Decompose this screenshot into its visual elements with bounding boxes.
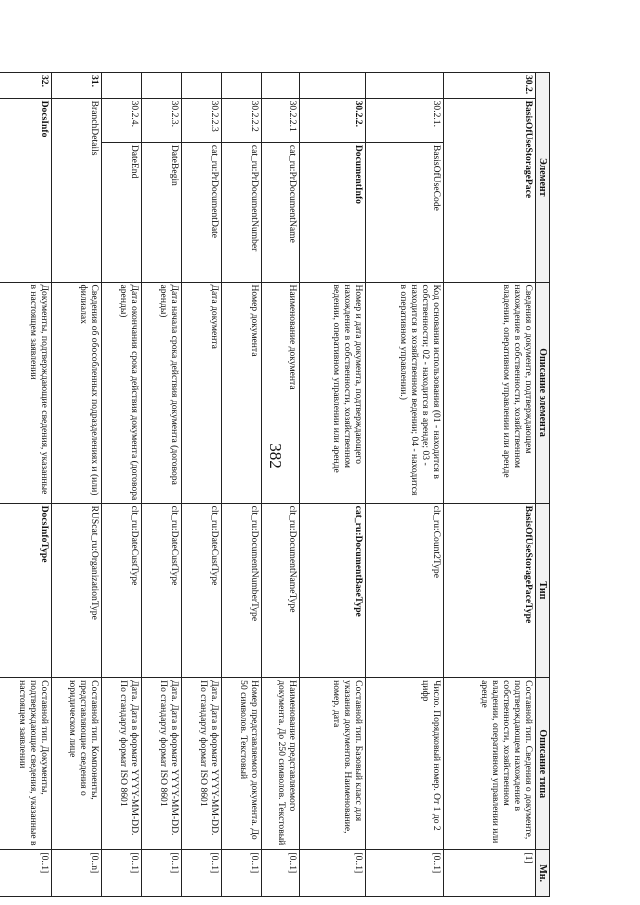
table-row [52, 73, 102, 897]
header-element-description: Описание элемента [536, 282, 550, 503]
row-multiplicity: [0..1] [0, 850, 52, 897]
row-subnumber: 30.2.2.1 [262, 98, 300, 142]
header-type: Тип [536, 503, 550, 678]
row-description: Дата документа [182, 282, 222, 503]
row-number: 31. [52, 73, 102, 99]
row-type-description: Составной тип. Компоненты, представляющие сведения о юридическом лице [52, 678, 102, 850]
row-description: Дата начала срока действия документа (договора аренды) [142, 282, 182, 503]
row-description: Сведения о документе, подтверждающем нахождение в собственности, хозяйственном владении, оперативном управлении или аренде [444, 282, 536, 503]
row-type-description: Составной тип. Документы, подтверждающие сведения, указанные в настоящем заявлении [0, 678, 52, 850]
row-element: DateEnd [102, 142, 142, 282]
row-type-description: Дата. Дата в формате YYYY-MM-DD. По стандарту формат ISO 8601 [182, 678, 222, 850]
table-row [262, 73, 300, 897]
row-description: Дата окончания срока действия документа (договора аренды) [102, 282, 142, 503]
row-type: RUScat_ru:OrganizationType [52, 503, 102, 678]
row-subnumber: 30.2.2.3 [182, 98, 222, 142]
row-multiplicity: [1] [444, 850, 536, 897]
row-multiplicity: [0..1] [366, 850, 444, 897]
table-row [366, 73, 444, 897]
row-type-description: Дата. Дата в формате YYYY-MM-DD. По стандарту формат ISO 8601 [102, 678, 142, 850]
row-subnumber: 30.2.1. [366, 98, 444, 142]
row-type: clt_ru:DateCustType [102, 503, 142, 678]
row-indent [102, 73, 142, 99]
row-description: Документы, подтверждающие сведения, указанные в настоящем заявлении [0, 282, 52, 503]
row-number: 32. [0, 73, 52, 99]
row-type: BasisOfUseStoragePaceType [444, 503, 536, 678]
row-indent [300, 73, 366, 99]
row-multiplicity: [0..1] [300, 850, 366, 897]
table-row [444, 73, 536, 897]
row-element: DateBegin [142, 142, 182, 282]
table-row [142, 73, 182, 897]
row-type: clt_ru:DocumentNumberType [222, 503, 262, 678]
row-indent [142, 73, 182, 99]
row-type: clt_ru:DateCustType [142, 503, 182, 678]
header-type-description: Описание типа [536, 678, 550, 850]
row-subnumber: 30.2.3. [142, 98, 182, 142]
row-type-description: Составной тип. Сведения о документе, подтверждающем нахождение в собственности, хозяйственном владении, оперативном управлении или аренде [444, 678, 536, 850]
table-row [300, 73, 366, 897]
row-element: cat_ru:PrDocumentDate [182, 142, 222, 282]
row-indent [182, 73, 222, 99]
row-element: cat_ru:PrDocumentName [262, 142, 300, 282]
row-element: BasisOfUseCode [366, 142, 444, 282]
row-type: cat_ru:DocumentBaseType [300, 503, 366, 678]
row-description: Сведения об обособленных подразделениях и (или) филиалах [52, 282, 102, 503]
header-multiplicity: Мн. [536, 850, 550, 897]
row-indent [222, 73, 262, 99]
row-type-description: Дата. Дата в формате YYYY-MM-DD. По стандарту формат ISO 8601 [142, 678, 182, 850]
row-type: clt_ru:Count2Type [366, 503, 444, 678]
table-row [102, 73, 142, 897]
row-description: Наименование документа [262, 282, 300, 503]
header-element: Элемент [536, 73, 550, 283]
row-description: Код основания использования (01 - находится в собственности; 02 - находится в аренде; 03 - находится в хозяйственном ведении; 04 - находится в оперативном управлении.) [366, 282, 444, 503]
row-indent [366, 73, 444, 99]
row-description: Номер и дата документа, подтверждающего нахождение в собственности, хозяйственном ведении, оперативном управлении или аренде [300, 282, 366, 503]
row-type: DocsInfoType [0, 503, 52, 678]
page-number: 382 [266, 443, 285, 469]
row-multiplicity: [0..1] [182, 850, 222, 897]
row-element: cat_ru:PrDocumentNumber [222, 142, 262, 282]
row-subnumber: 30.2.4. [102, 98, 142, 142]
row-indent [262, 73, 300, 99]
row-multiplicity: [0..1] [262, 850, 300, 897]
table-header-row [536, 73, 550, 897]
row-element: DocsInfo [0, 98, 52, 282]
row-description: Номер документа [222, 282, 262, 503]
row-type: clt_ru:DateCustType [182, 503, 222, 678]
row-element: DocumentInfo [300, 142, 366, 282]
row-type-description: Номер представляемого документа. До 50 символов. Текстовый [222, 678, 262, 850]
row-type-description: Наименование представляемого документа. До 250 символов. Текстовый [262, 678, 300, 850]
table-row [182, 73, 222, 897]
row-number: 30.2. [444, 73, 536, 99]
row-multiplicity: [0..1] [142, 850, 182, 897]
row-multiplicity: [0..1] [102, 850, 142, 897]
row-subnumber: 30.2.2.2 [222, 98, 262, 142]
table-row [0, 73, 52, 897]
element-table [0, 72, 550, 897]
row-element: BasisOfUseStoragePace [444, 98, 536, 282]
table-row [222, 73, 262, 897]
row-type-description: Число. Порядковый номер. От 1 до 2 цифр [366, 678, 444, 850]
table-body [0, 73, 536, 897]
row-multiplicity: [0..1] [222, 850, 262, 897]
row-type-description: Составной тип. Базовый класс для указания документов. Наименование, номер, дата [300, 678, 366, 850]
row-multiplicity: [0..n] [52, 850, 102, 897]
rotated-table-container [17, 72, 550, 897]
row-type: clt_ru:DocumentNameType [262, 503, 300, 678]
row-subnumber: 30.2.2. [300, 98, 366, 142]
row-element: BranchDetails [52, 98, 102, 282]
